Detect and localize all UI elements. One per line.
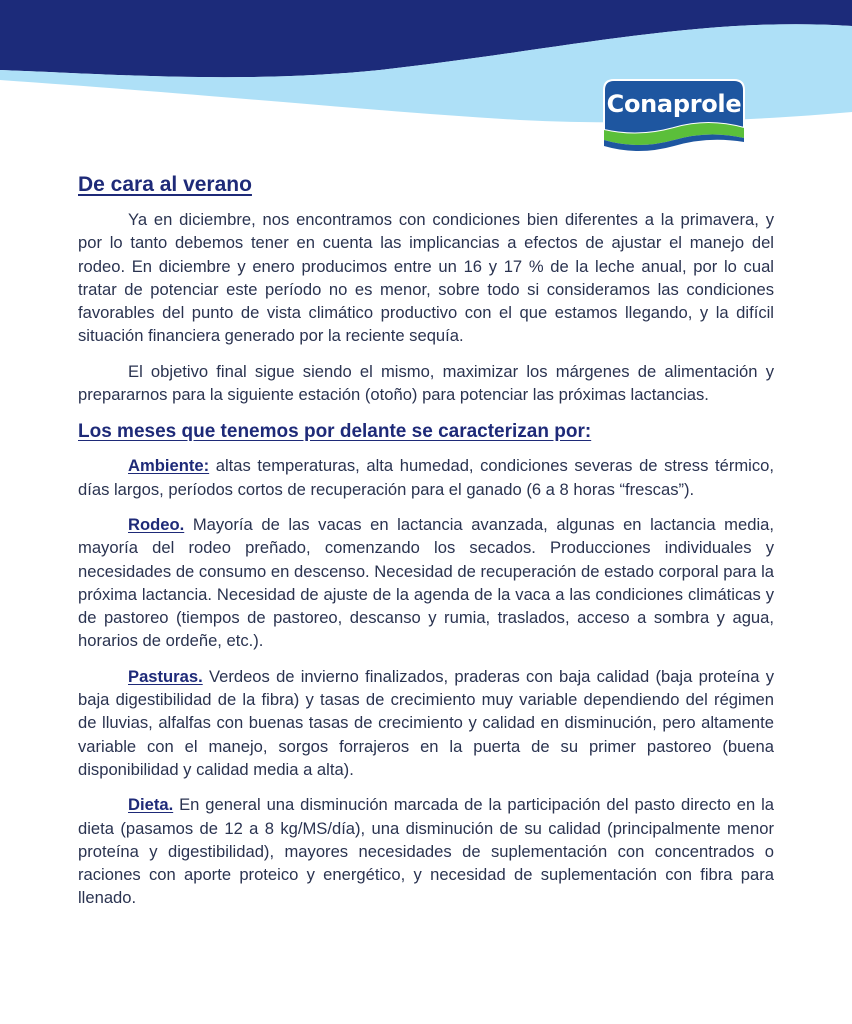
intro-paragraph: El objetivo final sigue siendo el mismo, maximizar los márgenes de alimentación y prepararnos para la siguiente estación (otoño) para potenciar las próximas lactancias. bbox=[78, 361, 774, 405]
item-term: Rodeo. bbox=[128, 514, 185, 534]
item-text: Mayoría de las vacas en lactancia avanzada, algunas en lactancia media, mayoría del rodeo preñado, comenzando los secados. Producciones individuales y necesidades de consumo en descenso. Necesidad de recuperación de estado corporal para la próxima lactancia. Necesidad de ajuste de la agenda de la vaca a las condiciones climáticas y de pastoreo (tiempos de pastoreo, descanso y rumia, traslados, acceso a sombra y agua, horarios de ordeñe, etc.). bbox=[78, 514, 774, 651]
item-text: En general una disminución marcada de la participación del pasto directo en la dieta (pasamos de 12 a 8 kg/MS/día), una disminución de su calidad (principalmente menor proteína y digestibilidad), mayores necesidades de suplementación con concentrados o raciones con aporte proteico y energético, y necesidad de suplementación con fibra para llenado. bbox=[78, 795, 774, 908]
item-paragraph-rodeo bbox=[78, 513, 774, 653]
item-paragraph-dieta bbox=[78, 793, 774, 909]
item-term: Dieta. bbox=[128, 795, 174, 815]
item-term: Pasturas. bbox=[128, 666, 203, 686]
item-term: Ambiente: bbox=[128, 456, 210, 476]
item-text: Verdeos de invierno finalizados, praderas con baja calidad (baja proteína y baja digestibilidad de la fibra) y tasas de crecimiento muy variable dependiendo del régimen de lluvias, alfalfas con buenas tasas de crecimiento y calidad en disminución, pero altamente variable con el manejo, sorgos forrajeros en la puerta de su primer pastoreo (buena disponibilidad y calidad media a alta). bbox=[78, 666, 774, 779]
intro-paragraph: Ya en diciembre, nos encontramos con condiciones bien diferentes a la primavera, y por lo tanto debemos tener en cuenta las implicancias a efectos de ajustar el manejo del rodeo. En diciembre y enero producimos entre un 16 y 17 % de la leche anual, por lo cual tratar de potenciar este período no es menor, sobre todo si consideramos las condiciones favorables del punto de vista climático productivo con el que estamos llegando, y la difícil situación financiera generado por la reciente sequía. bbox=[78, 210, 774, 346]
header-banner bbox=[0, 0, 852, 170]
item-paragraph-ambiente bbox=[78, 454, 774, 501]
item-text: altas temperaturas, alta humedad, condiciones severas de stress térmico, días largos, períodos cortos de recuperación para el ganado (6 a 8 horas “frescas”). bbox=[78, 456, 774, 499]
article bbox=[78, 172, 774, 922]
section-subtitle: Los meses que tenemos por delante se caracterizan por: bbox=[78, 421, 592, 443]
item-paragraph-pasturas bbox=[78, 665, 774, 781]
brand-logo bbox=[598, 78, 750, 154]
logo-text: Conaprole bbox=[606, 90, 742, 118]
page-title: De cara al verano bbox=[78, 173, 252, 196]
